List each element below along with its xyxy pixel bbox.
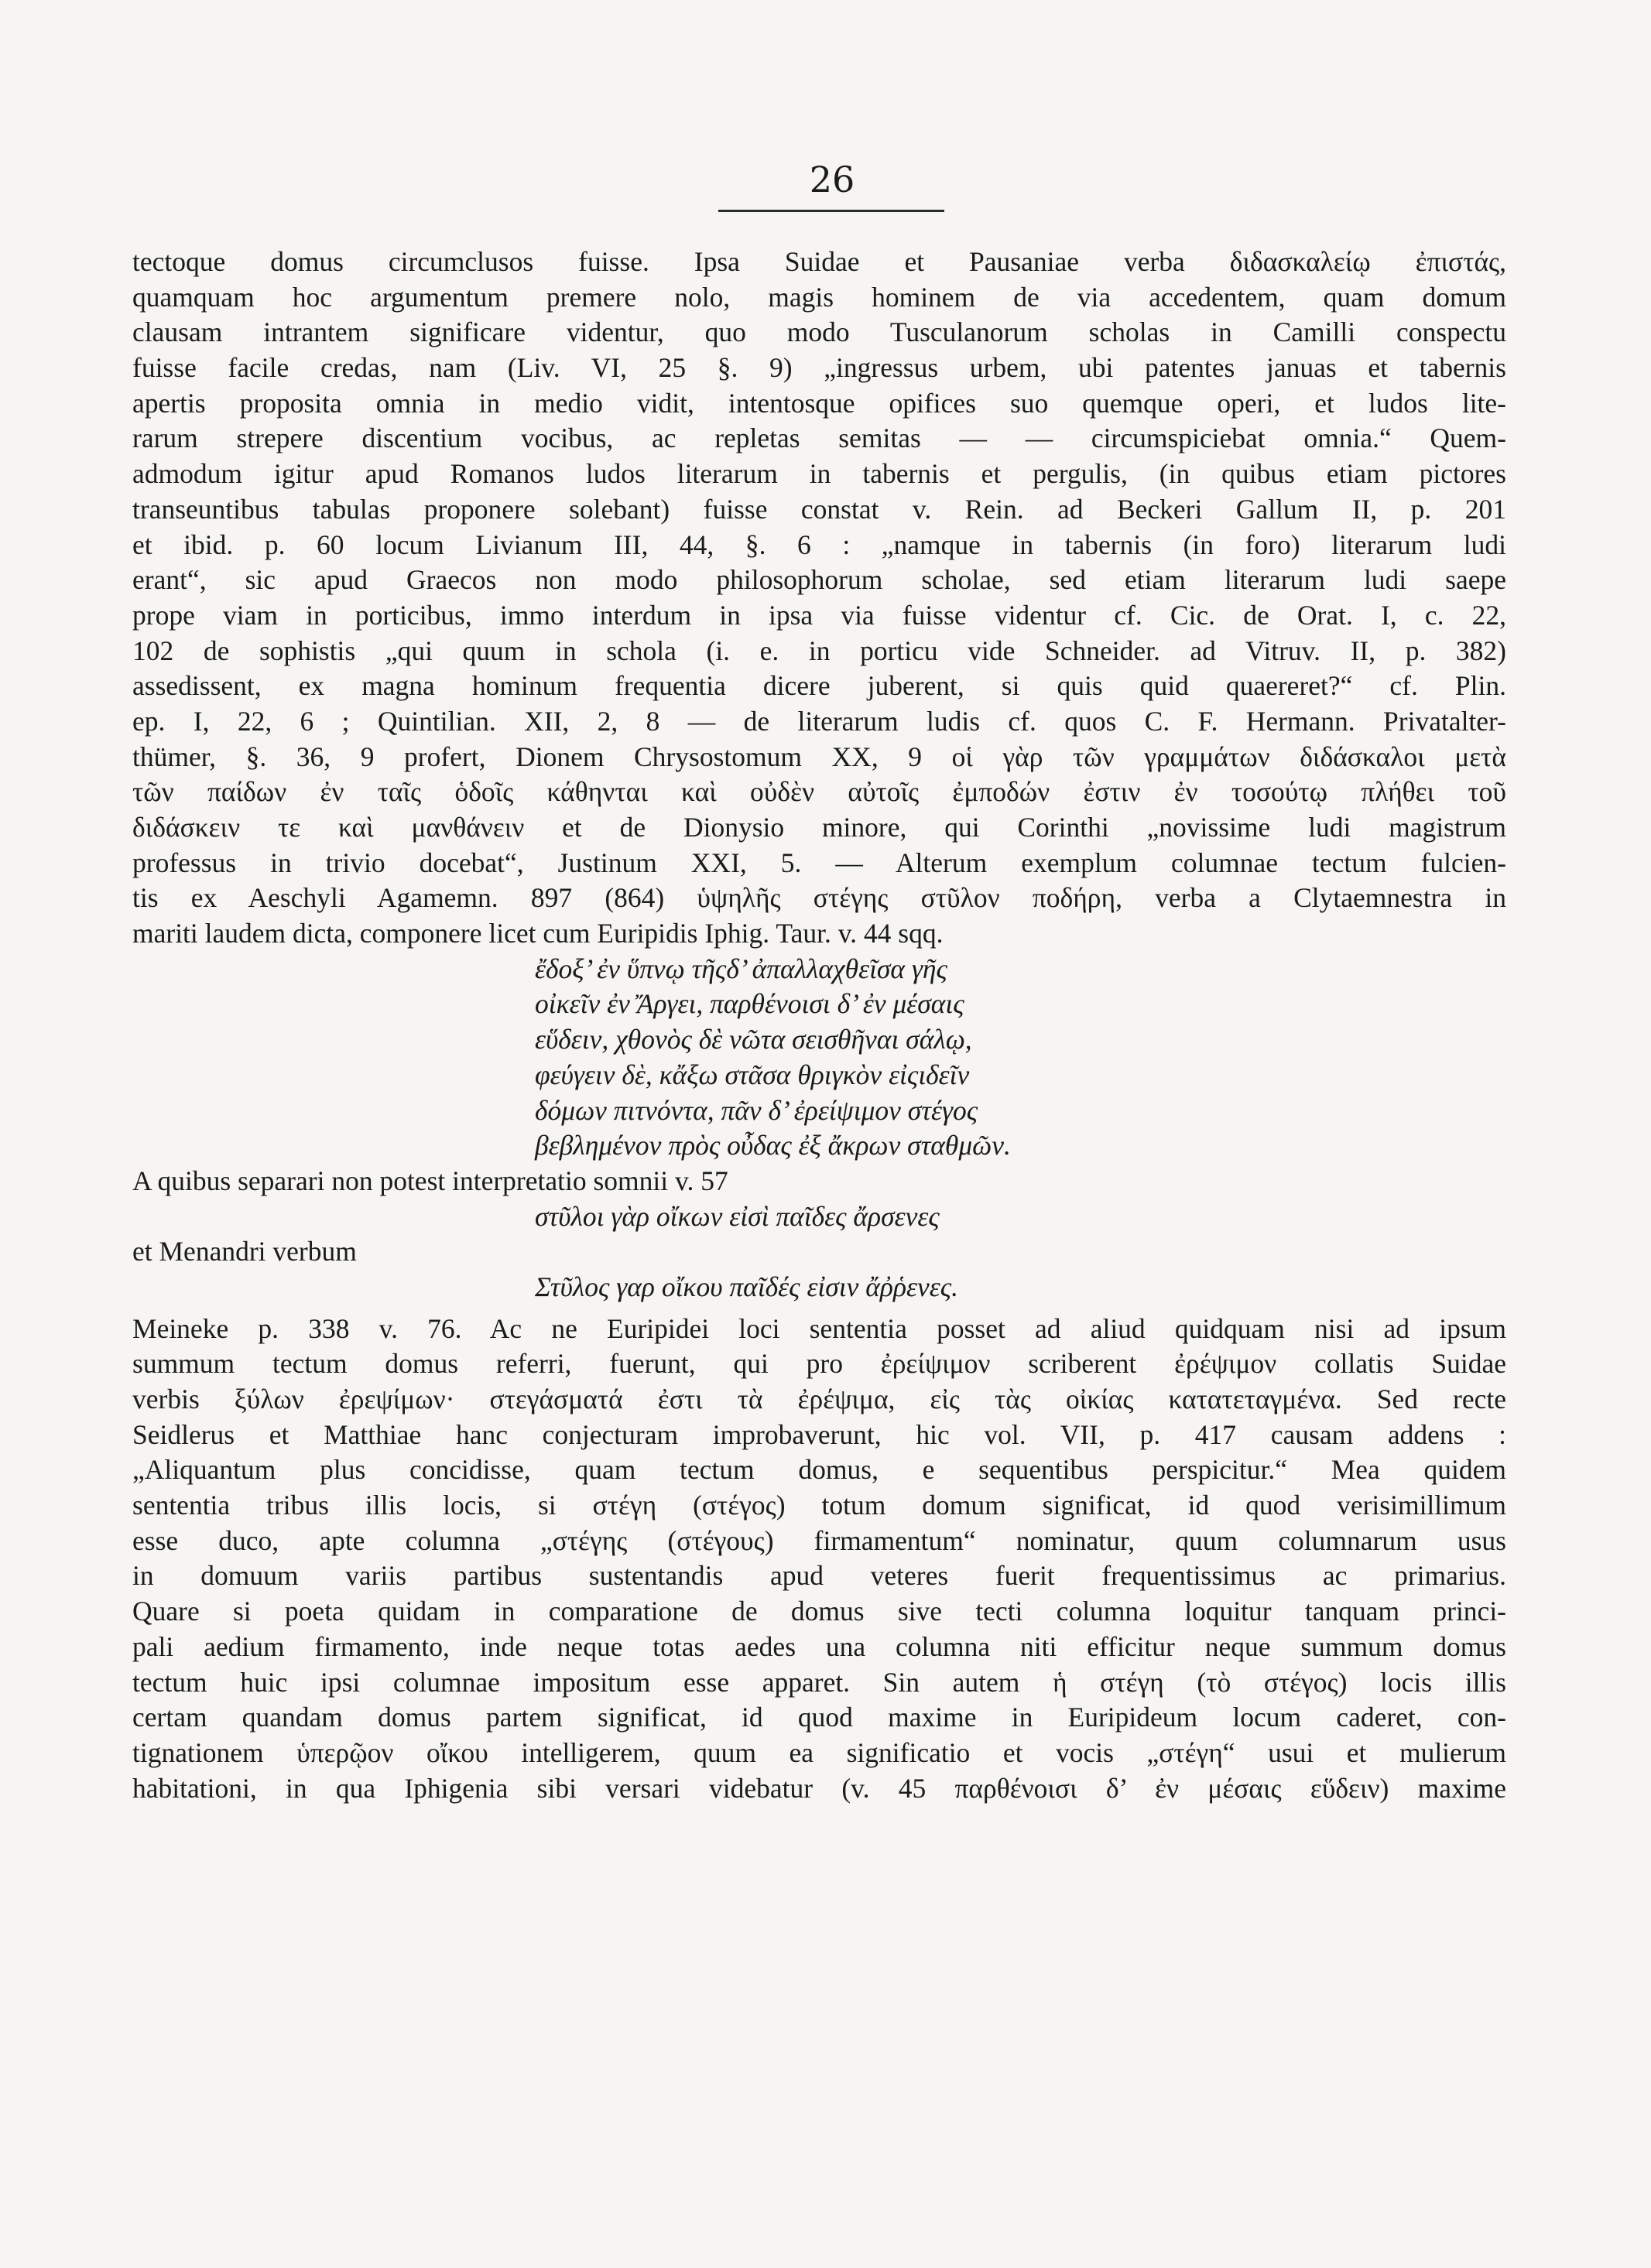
- body-text: [132, 245, 1506, 1806]
- text-line: apertis proposita omnia in medio vidit, intentosque opifices suo quemque operi, et ludos lite-: [132, 387, 1506, 419]
- text-line: tectoque domus circumclusos fuisse. Ipsa Suidae et Pausaniae verba διδασκαλείῳ ἐπιστάς,: [132, 246, 1506, 277]
- paragraph-1: [132, 245, 1506, 952]
- text-line: fuisse facile credas, nam (Liv. VI, 25 §. 9) „ingressus urbem, ubi patentes januas et tabernis: [132, 352, 1506, 384]
- text-line: tis ex Aeschyli Agamemn. 897 (864) ὑψηλῆς στέγης στῦλον ποδήρη, verba a Clytaemnestra in: [132, 882, 1506, 914]
- text-line: clausam intrantem significare videntur, quo modo Tusculanorum scholas in Camilli conspectu: [132, 316, 1506, 348]
- text-line: esse duco, apte columna „στέγης (στέγους) firmamentum“ nominatur, quum columnarum usus: [132, 1524, 1506, 1556]
- text-line: in domuum variis partibus sustentandis apud veteres fuerit frequentissimus ac primarius.: [132, 1560, 1506, 1592]
- text-line: habitationi, in qua Iphigenia sibi versari videbatur (v. 45 παρθένοισι δ’ ἐν μέσαις εὕδειν) maxime: [132, 1772, 1506, 1804]
- text-line: rarum strepere discentium vocibus, ac repletas semitas — — circumspiciebat omnia.“ Quem-: [132, 422, 1506, 454]
- bridge-line: A quibus separari non potest interpretatio somnii v. 57: [132, 1165, 728, 1196]
- text-line: assedissent, ex magna hominum frequentia dicere juberent, si quis quid quaereret?“ cf. Plin.: [132, 670, 1506, 702]
- verse-line: ἔδοξ’ ἐν ὕπνῳ τῆςδ’ ἀπαλλαχθεῖσα γῆς: [535, 953, 947, 984]
- text-line: erant“, sic apud Graecos non modo philosophorum scholae, sed etiam literarum ludi saepe: [132, 564, 1506, 596]
- text-line: certam quandam domus partem significat, id quod maxime in Euripideum locum caderet, con-: [132, 1702, 1506, 1733]
- text-line: professus in trivio docebat“, Justinum XXI, 5. — Alterum exemplum columnae tectum fulcien-: [132, 847, 1506, 878]
- text-line: sententia tribus illis locis, si στέγη (στέγος) totum domum significat, id quod verisimillimum: [132, 1490, 1506, 1521]
- text-line: summum tectum domus referri, fuerunt, qui pro ἐρείψιμον scriberent ἐρέψιμον collatis Suidae: [132, 1348, 1506, 1380]
- verse-line: βεβλημένον πρὸς οὖδας ἐξ ἄκρων σταθμῶν.: [535, 1130, 1011, 1161]
- text-line: tectum huic ipsi columnae impositum esse apparet. Sin autem ἡ στέγη (τὸ στέγος) locis illis: [132, 1666, 1506, 1698]
- paragraph-2: [132, 1312, 1506, 1807]
- text-line: διδάσκειν τε καὶ μανθάνειν et de Dionysio minore, qui Corinthi „novissime ludi magistrum: [132, 812, 1506, 843]
- text-line: transeuntibus tabulas proponere solebant) fuisse constat v. Rein. ad Beckeri Gallum II, p. 201: [132, 493, 1506, 525]
- text-line: pali aedium firmamento, inde neque totas aedes una columna niti efficitur neque summum domus: [132, 1630, 1506, 1662]
- text-line: „Aliquantum plus concidisse, quam tectum domus, e sequentibus perspicitur.“ Mea quidem: [132, 1454, 1506, 1486]
- spacer: [132, 1305, 1506, 1312]
- text-line: 102 de sophistis „qui quum in schola (i. e. in porticu vide Schneider. ad Vitruv. II, p. 382): [132, 635, 1506, 666]
- verse-line: δόμων πιτνόντα, πᾶν δ’ ἐρείψιμον στέγος: [535, 1094, 978, 1126]
- text-line: Seidlerus et Matthiae hanc conjecturam improbaverunt, hic vol. VII, p. 417 causam addens :: [132, 1418, 1506, 1450]
- page-number: 26: [809, 159, 855, 200]
- verse-line: στῦλοι γὰρ οἴκων εἰσὶ παῖδες ἄρσενες: [535, 1200, 940, 1232]
- verse-line: φεύγειν δὲ, κἄξω στᾶσα θριγκὸν εἰςιδεῖν: [535, 1059, 970, 1090]
- text-line: Quare si poeta quidam in comparatione de domus sive tecti columna loquitur tanquam princi-: [132, 1596, 1506, 1627]
- text-line: mariti laudem dicta, componere licet cum Euripidis Iphig. Taur. v. 44 sqq.: [132, 918, 944, 949]
- text-line: ep. I, 22, 6 ; Quintilian. XII, 2, 8 — de literarum ludis cf. quos C. F. Hermann. Privatalter-: [132, 705, 1506, 737]
- text-line: thümer, §. 36, 9 profert, Dionem Chrysostomum XX, 9 οἱ γὰρ τῶν γραμμάτων διδάσκαλοι μετὰ: [132, 741, 1506, 772]
- text-line: τῶν παίδων ἐν ταῖς ὁδοῖς κάθηνται καὶ οὐδὲν αὐτοῖς ἐμποδών ἐστιν ἐν τοσούτῳ πλήθει τοῦ: [132, 776, 1506, 808]
- text-line: Meineke p. 338 v. 76. Ac ne Euripidei loci sententia posset ad aliud quidquam nisi ad ipsum: [132, 1312, 1506, 1344]
- verse-line: εὕδειν, χθονὸς δὲ νῶτα σεισθῆναι σάλῳ,: [535, 1024, 972, 1055]
- verse-quotation-1: [132, 952, 1506, 1164]
- bridge-line: et Menandri verbum: [132, 1236, 357, 1267]
- text-line: verbis ξύλων ἐρεψίμων· στεγάσματά ἐστι τὰ ἐρέψιμα, εἰς τὰς οἰκίας κατατεταγμένα. Sed recte: [132, 1384, 1506, 1415]
- header-rule: [718, 210, 944, 212]
- text-line: prope viam in porticibus, immo interdum in ipsa via fuisse videntur cf. Cic. de Orat. I, c. 22,: [132, 599, 1506, 631]
- verse-line: οἰκεῖν ἐν Ἄργει, παρθένοισι δ’ ἐν μέσαις: [535, 988, 964, 1020]
- text-line: quamquam hoc argumentum premere nolo, magis hominem de via accedentem, quam domum: [132, 281, 1506, 313]
- verse-line: Στῦλος γαρ οἴκου παῖδές εἰσιν ἄῤῥενες.: [535, 1271, 959, 1302]
- text-line: admodum igitur apud Romanos ludos literarum in tabernis et pergulis, (in quibus etiam pictores: [132, 458, 1506, 490]
- text-line: et ibid. p. 60 locum Livianum III, 44, §. 6 : „namque in tabernis (in foro) literarum ludi: [132, 529, 1506, 560]
- text-line: tignationem ὑπερῷον οἴκου intelligerem, quum ea significatio et vocis „στέγη“ usui et mulierum: [132, 1736, 1506, 1768]
